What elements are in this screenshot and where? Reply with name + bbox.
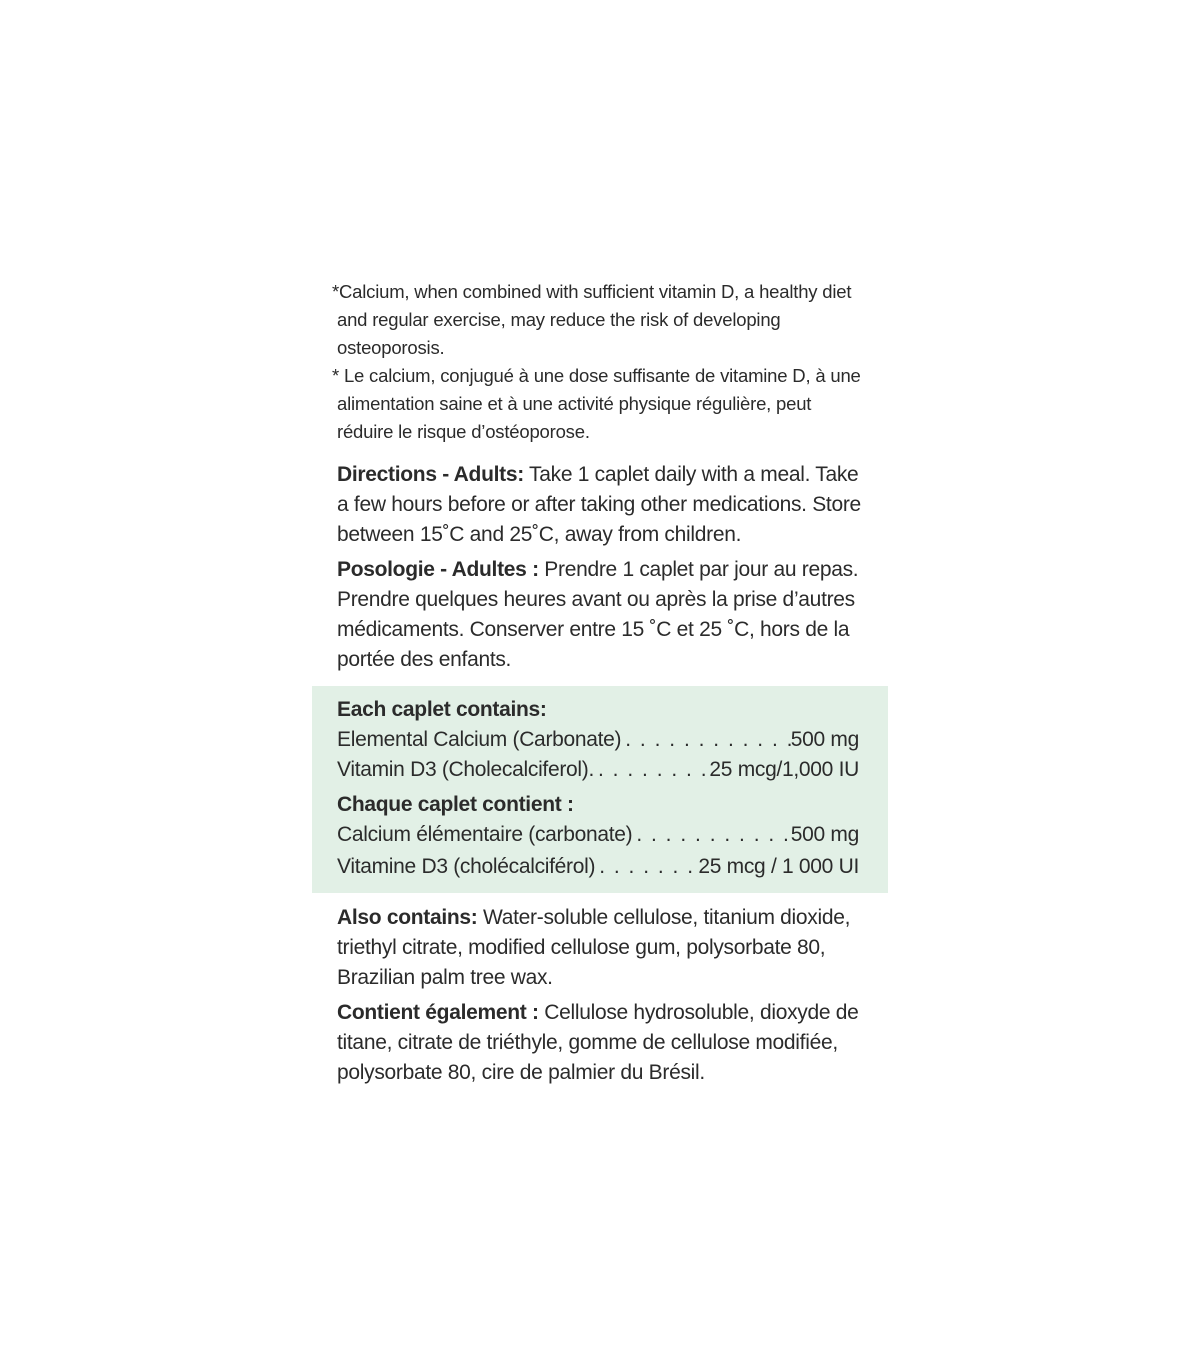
directions-en-label: Directions - Adults:	[337, 463, 524, 486]
also-contains-en-text: Water-soluble cellulose, titanium dioxide, triethyl citrate, modified cellulose gum, polysorbate 80, Brazilian palm tree wax.	[337, 906, 851, 989]
ingredient-name: Vitamin D3 (Cholecalciferol).	[337, 758, 595, 781]
ingredient-amount: 25 mcg/1,000 IU	[709, 758, 859, 781]
also-contains-fr-label: Contient également :	[337, 1001, 539, 1024]
ingredient-row	[337, 820, 859, 850]
directions-en	[337, 460, 867, 550]
ingredients-section	[337, 695, 859, 882]
ingredient-name: Vitamine D3 (cholécalciférol)	[337, 855, 596, 878]
also-contains-en	[337, 903, 867, 993]
directions-fr-label: Posologie - Adultes :	[337, 558, 539, 581]
ingredient-amount: 25 mcg / 1 000 UI	[698, 855, 859, 878]
directions-en-text: Take 1 caplet daily with a meal. Take a few hours before or after taking other medications. Store between 15˚C and 25˚C, away from children.	[337, 463, 861, 546]
leader-dots	[621, 725, 790, 755]
directions-fr	[337, 555, 867, 675]
ingredients-heading-fr: Chaque caplet contient :	[337, 793, 574, 816]
footnote-fr: * Le calcium, conjugué à une dose suffisante de vitamine D, à une alimentation saine et à une activité physique régulière, peut réduire le risque d’ostéoporose.	[332, 365, 861, 442]
also-contains-en-label: Also contains:	[337, 906, 478, 929]
ingredients-heading-en: Each caplet contains:	[337, 698, 547, 721]
also-contains-section	[337, 903, 867, 1088]
ingredient-amount: 500 mg	[790, 823, 859, 846]
ingredient-name: Calcium élémentaire (carbonate)	[337, 823, 633, 846]
leader-dots	[632, 820, 790, 850]
ingredient-amount: 500 mg	[790, 728, 859, 751]
ingredient-row	[337, 725, 859, 755]
footnotes	[332, 278, 872, 446]
ingredient-name: Elemental Calcium (Carbonate)	[337, 728, 622, 751]
directions-fr-text: Prendre 1 caplet par jour au repas. Prendre quelques heures avant ou après la prise d’autres médicaments. Conserver entre 15 ˚C et 25 ˚C, hors de la portée des enfants.	[337, 558, 859, 671]
leader-dots	[594, 755, 709, 785]
footnote-en: *Calcium, when combined with sufficient vitamin D, a healthy diet and regular exercise, may reduce the risk of developing osteoporosis.	[332, 281, 852, 358]
ingredient-row	[337, 852, 859, 882]
ingredient-row	[337, 755, 859, 785]
directions-section	[337, 460, 867, 675]
leader-dots	[595, 852, 698, 882]
also-contains-fr-text: Cellulose hydrosoluble, dioxyde de titane, citrate de triéthyle, gomme de cellulose modifiée, polysorbate 80, cire de palmier du Brésil.	[337, 1001, 859, 1084]
also-contains-fr	[337, 998, 867, 1088]
